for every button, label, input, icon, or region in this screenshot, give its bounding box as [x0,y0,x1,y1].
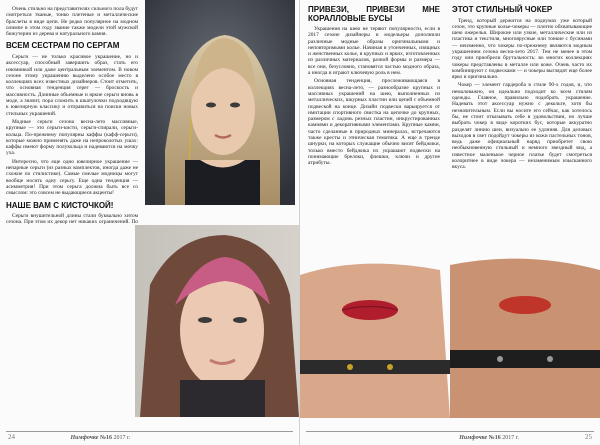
page-number: 25 [585,433,592,441]
paragraph: Серьги — не только красивое украшение, но и аксессуар, способный завершить образ, стать его изюминкой или даже центральным элементом. В новом сезоне этому украшению выделено особое место в коллекциях всех известных дизайнеров. Стоит отметить, что основная тенденция серег — броскость и массивность. Длинные объемные и яркие серьги вновь в моде, а значит, пора сложить в шкатулочки подходящую к ювелирную классику и отправиться на поиски новых стильных украшений. [6,53,138,117]
footer-rule [6,431,293,432]
section-heading-tassel: НАШЕ ВАМ С КИСТОЧКОЙ! [6,200,114,210]
issue-number: №16 [488,435,501,441]
magazine-name: Нимфочке [70,435,99,441]
model-photo-headscarf [0,225,299,417]
section-heading-choker: ЭТОТ СТИЛЬНЫЙ ЧОКЕР [452,5,553,14]
issue-year: 2017 г. [502,435,519,441]
issue-number: №16 [99,435,112,441]
paragraph: Интересно, что еще одно ювелирное украшение — непарные серьги (из разных комплектов, иногда даже не схожие по стилистике). Самые смелые модницы могут вообще носить одну серьгу. Еще одна тенденция — асимметрия! При этом серьга должна быть все со смыслом: это совсем не выдающиеся акценты! [6,158,138,197]
model-photo-earrings [145,0,295,205]
right-text-column-2 [452,6,592,173]
right-footer [459,433,592,441]
paragraph: Серьги внушительной длины стали буквально хитом сезона. При этом их декор нет никаких ограничений. По [6,213,138,226]
intro-paragraph: Очень стильно на представителях сильного пола будут смотреться тканые, тонко плетеные и металлические браслеты в виде цепи. Не редко популярное на модном олимпе в этом году звание также модели этой мужской бижутерии из дерева и натурального камня. [6,6,139,38]
left-footer [8,433,130,441]
paragraph: Украшения на шею не теряют популярности, если в 2017 сезоне дизайнеры и модельеры дополнили различные модные образы оригинальными и неповторимыми колье. Начиная в утонченных, изящных и женственных колье, в крупных и ярких, изготовленных из различных материалов, разной формы и размера — все они, безусловно, становятся частью модного образа, а иногда и играют ключевую роль в нем. [308,26,440,77]
issue-year: 2017 г. [113,435,131,441]
section-heading-beads: ПРИВЕЗИ, ПРИВЕЗИ МНЕ КОРАЛЛОВЫЕ БУСЫ [308,5,440,23]
page-number: 24 [8,433,15,441]
magazine-name: Нимфочке [459,435,488,441]
model-photo-choker [300,255,600,418]
right-text-column-1 [308,6,440,169]
paragraph: Модные серьги сезона весна-лето массивные, крупные — это серьги-кисти, серьги-спирали, серьги-кольца. По-прежнему популярны каффы (кафф-серьги), которые можно применять даже на непроколотых ушах: каффы имеют форму полукольца и надеваются на мочку уха. [6,118,138,157]
paragraph: Чокер — элемент гардероба в стиле 90-х годов, и, что немаловажно, он идеально подходит ко всем стилям одежды. Главное, правильно подобрать украшение. Надевать этот аксессуар нужно с декольте, хотя бы незначительным. Если вы носите его сейчас, как хотелось бы, не стоит отказывать себе в удовольствии, но лучше выбрать чокер в виде коротких бус, которые аккуратно разделят линию шеи, визуально ее удлиняя. Для деловых выходов в свет подойдут чокеры из кожи пастельных тонов, ведь даже официальный наряд приобретет свою необыкновенную стильный и немного звездный вид, а известное маленькое черное платье будет смотреться колоритнее в виде чокера — незаменимым изысканного вкуса. [452,82,592,171]
paragraph: Тренд, который держится на подиумах уже который сезон, это крупные колье-чокеры — плотно обхватывающие шею ожерелья. Широкие или узкие, металлические или из пластика и текстиля, многоярусные или тонкие с бусинами — неизменно, что чокеры по-прежнему являются модным украшением сезона весна-лето 2017. Тем не менее в этом году они приобрели брутальность: во многих коллекциях чокеры представлены в металле или коже. Очень часто их комбинируют с подвесками — и чокеры выглядят еще более ярко и оригинально. [452,17,592,81]
paragraph: Основная тенденция, прослеживающаяся в коллекциях весна-лето, — разнообразие крупных и массивных украшений на шею, выполненных из металлических, шкурных пластин или цепей с объемной подвеской на конце. Дизайн подвески варьируется от имитации спортивного свистка на цепочке до крупных, размером с ладонь резных пластин, инкрустированных камнями и декоративными элементами. Крупные камни, часто сделанные в природных минералах, встречаются также кресты и этническая тематика. А еще в тренде шнурки, на которых служащие обычно висят бейджики, только вместо бейджика их украшают подвески на понимающие брелоки, флешки, ключи и другие атрибуты. [308,78,440,167]
section-heading-earrings: ВСЕМ СЕСТРАМ ПО СЕРГАМ [6,41,120,51]
footer-rule [306,431,594,432]
right-page [300,0,600,445]
